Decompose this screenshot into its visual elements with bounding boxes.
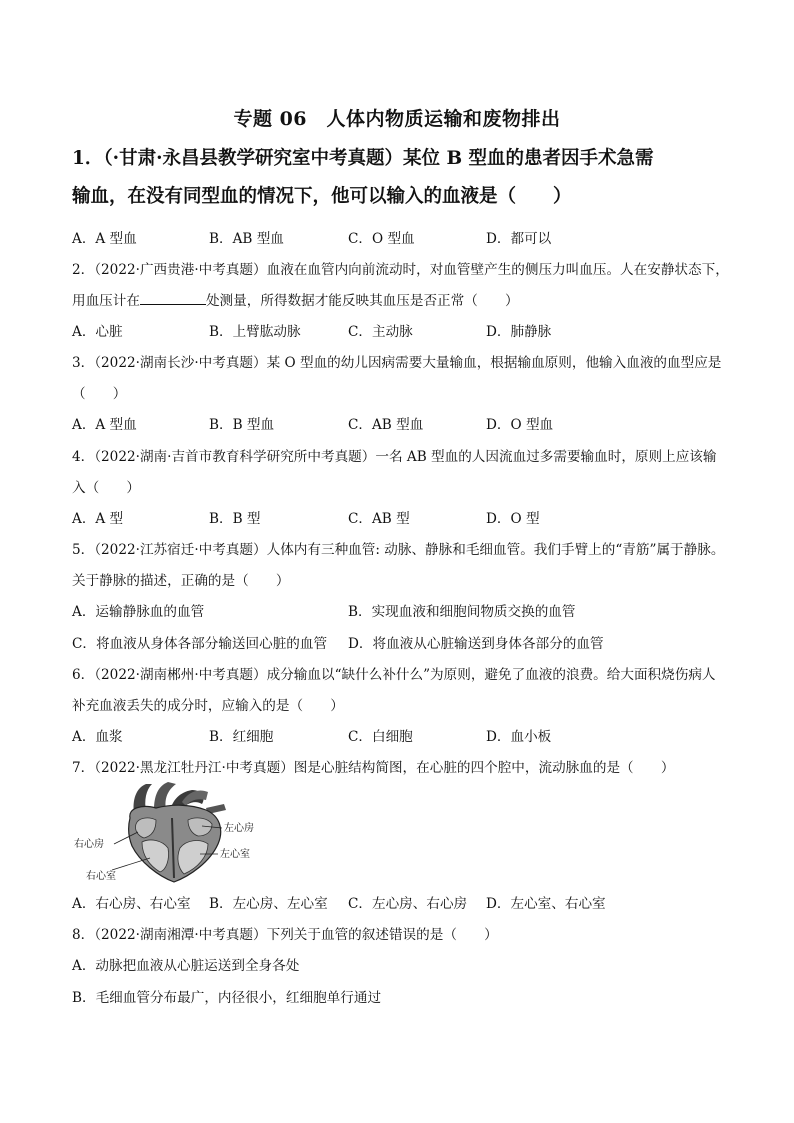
page-title: 专题 06 人体内物质运输和废物排出 xyxy=(233,108,561,130)
question-6-option-b: B．红细胞 xyxy=(209,729,274,745)
question-4-option-c: C．AB 型 xyxy=(348,511,410,527)
question-2-line-1: 2．（2022·广西贵港·中考真题）血液在血管内向前流动时，对血管壁产生的侧压力叫血压。人在安静状态下， xyxy=(72,262,729,278)
question-5-option-a: A．运输静脉血的血管 xyxy=(72,604,205,620)
question-1-option-b: B．AB 型血 xyxy=(209,231,284,247)
question-2-line-2 xyxy=(72,289,519,309)
label-right-atrium: 右心房 xyxy=(74,839,104,850)
question-3-option-a: A．A 型血 xyxy=(72,417,137,433)
question-6-option-d: D．血小板 xyxy=(486,729,552,745)
question-4-option-a: A．A 型 xyxy=(72,511,124,527)
question-4-line-1: 4．（2022·湖南·吉首市教育科学研究所中考真题）一名 AB 型血的人因流血过多需要输血时，原则上应该输 xyxy=(72,449,717,465)
question-7-line-1: 7．（2022·黑龙江牡丹江·中考真题）图是心脏结构简图，在心脏的四个腔中，流动脉血的是（ ） xyxy=(72,760,675,776)
label-left-ventricle: 左心室 xyxy=(220,849,250,860)
heart-diagram xyxy=(72,778,272,884)
question-2-line-2-suffix: 处测量，所得数据才能反映其血压是否正常（ ） xyxy=(205,293,519,309)
question-7-option-a: A．右心房、右心室 xyxy=(72,896,191,912)
question-2-line-2-prefix: 用血压计在 xyxy=(72,293,140,309)
question-1-option-d: D．都可以 xyxy=(486,231,552,247)
question-4-line-2: 入（ ） xyxy=(72,480,140,496)
question-3-option-c: C．AB 型血 xyxy=(348,417,424,433)
question-4-option-d: D．O 型 xyxy=(486,511,540,527)
question-8-line-1: 8．（2022·湖南湘潭·中考真题）下列关于血管的叙述错误的是（ ） xyxy=(72,927,498,943)
question-3-line-1: 3．（2022·湖南长沙·中考真题）某 O 型血的幼儿因病需要大量输血，根据输血原则，他输入血液的血型应是 xyxy=(72,355,722,371)
question-5-line-2: 关于静脉的描述，正确的是（ ） xyxy=(72,573,290,589)
question-8-option-b: B．毛细血管分布最广，内径很小，红细胞单行通过 xyxy=(72,990,382,1006)
question-6-option-a: A．血浆 xyxy=(72,729,123,745)
label-left-atrium: 左心房 xyxy=(224,823,254,834)
question-3-option-b: B．B 型血 xyxy=(209,417,275,433)
question-8-option-a: A．动脉把血液从心脏运送到全身各处 xyxy=(72,958,300,974)
question-5-line-1: 5．（2022·江苏宿迁·中考真题）人体内有三种血管: 动脉、静脉和毛细血管。我们手臂上的“青筋”属于静脉。 xyxy=(72,542,725,558)
question-5-option-b: B．实现血液和细胞间物质交换的血管 xyxy=(348,604,576,620)
question-2-option-a: A．心脏 xyxy=(72,324,123,340)
question-6-line-2: 补充血液丢失的成分时，应输入的是（ ） xyxy=(72,698,344,714)
question-1-line-2: 输血，在没有同型血的情况下，他可以输入的血液是（ ） xyxy=(72,186,572,207)
question-2-option-b: B．上臂肱动脉 xyxy=(209,324,301,340)
question-7-option-d: D．左心室、右心室 xyxy=(486,896,606,912)
question-6-option-c: C．白细胞 xyxy=(348,729,413,745)
question-1-option-c: C．O 型血 xyxy=(348,231,415,247)
question-1-option-a: A．A 型血 xyxy=(72,231,137,247)
answer-blank xyxy=(140,292,206,305)
question-4-option-b: B．B 型 xyxy=(209,511,261,527)
question-6-line-1: 6．（2022·湖南郴州·中考真题）成分输血以“缺什么补什么”为原则，避免了血液的浪费。给大面积烧伤病人 xyxy=(72,667,716,683)
label-right-ventricle: 右心室 xyxy=(86,871,116,882)
question-3-option-d: D．O 型血 xyxy=(486,417,554,433)
question-2-option-c: C．主动脉 xyxy=(348,324,413,340)
question-2-option-d: D．肺静脉 xyxy=(486,324,552,340)
left-ventricle-chamber xyxy=(178,841,208,874)
question-7-option-b: B．左心房、左心室 xyxy=(209,896,328,912)
question-7-option-c: C．左心房、右心房 xyxy=(348,896,468,912)
question-5-option-c: C．将血液从身体各部分输送回心脏的血管 xyxy=(72,636,328,652)
right-ventricle-chamber xyxy=(142,840,169,872)
question-5-option-d: D．将血液从心脏输送到身体各部分的血管 xyxy=(348,636,604,652)
leader-line xyxy=(112,858,150,870)
question-3-line-2: （ ） xyxy=(72,386,127,402)
question-1-line-1: 1．（·甘肃·永昌县教学研究室中考真题）某位 B 型血的患者因手术急需 xyxy=(72,148,654,169)
